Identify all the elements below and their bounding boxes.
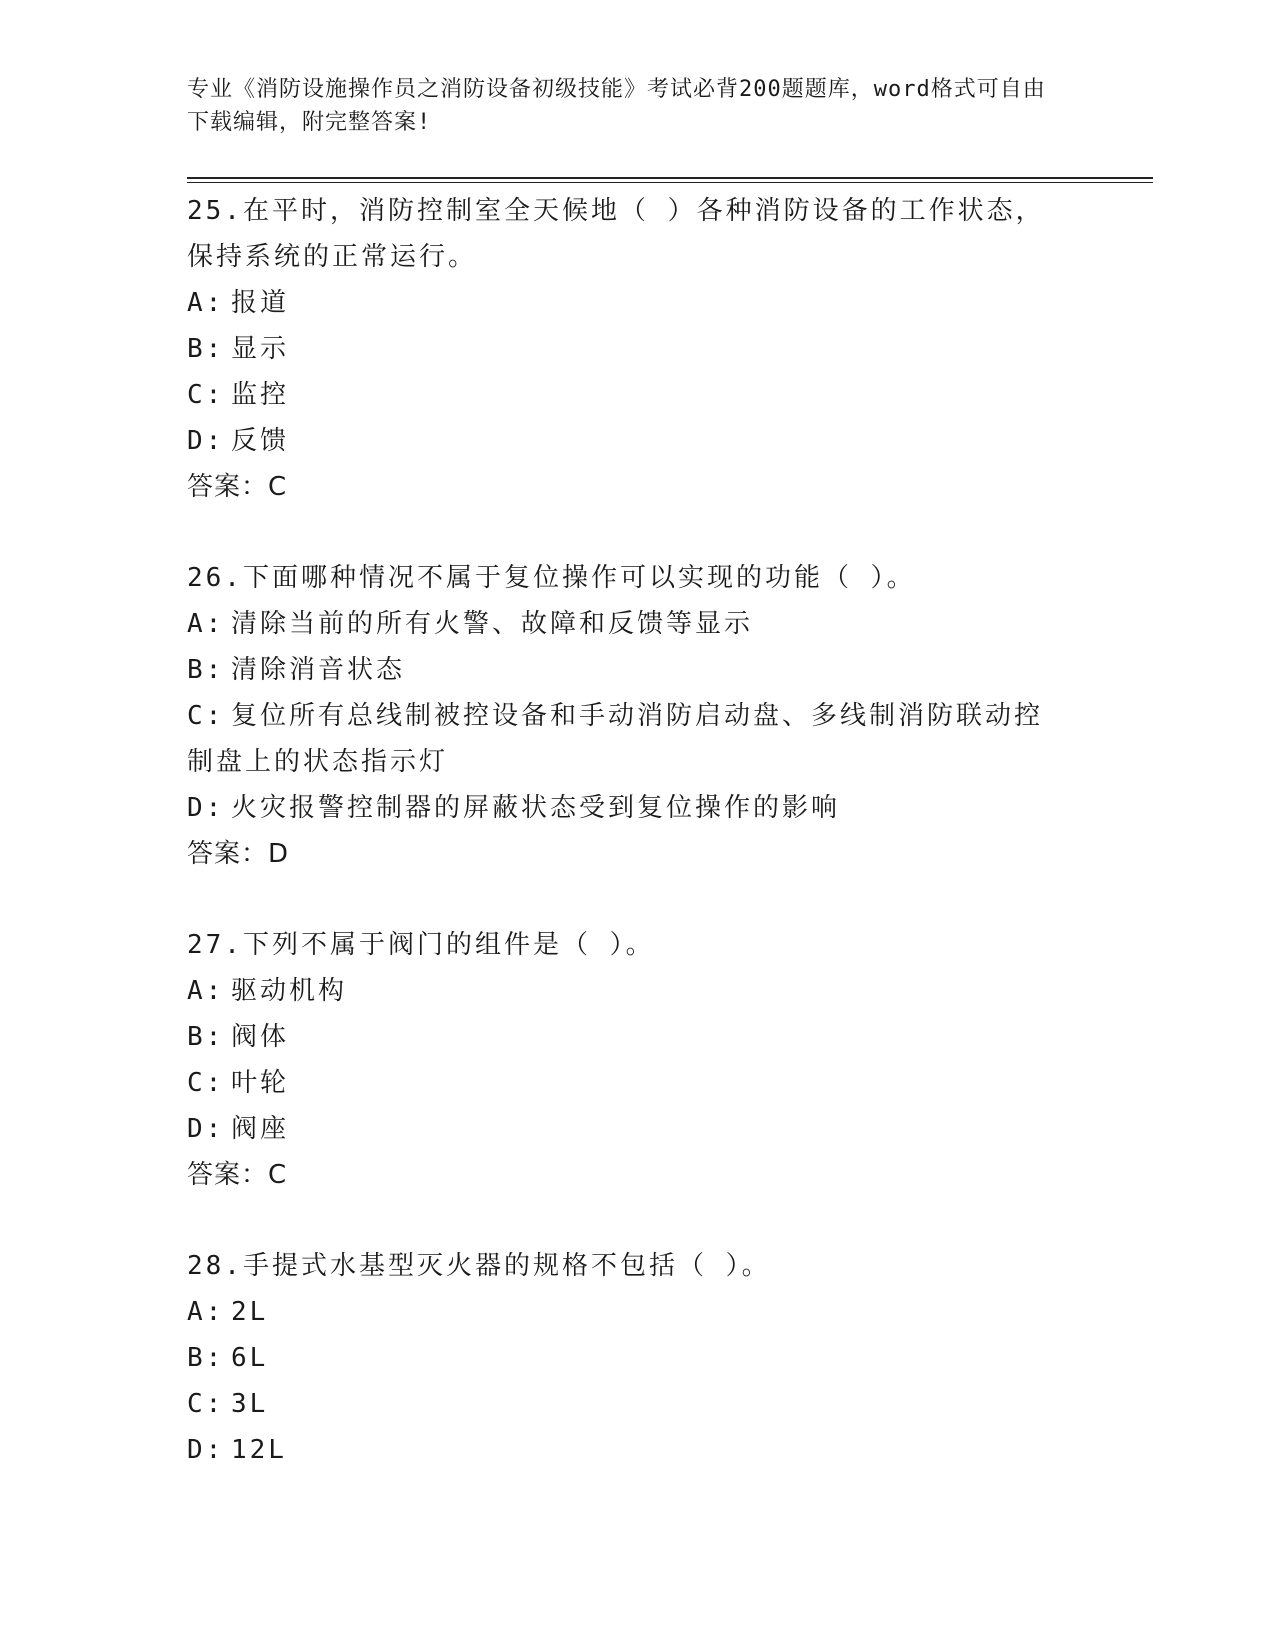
option-text: 火灾报警控制器的屏蔽状态受到复位操作的影响: [231, 793, 841, 823]
option-label: B:: [187, 1022, 225, 1052]
question-gap: [187, 1198, 1087, 1243]
question-stem: 26.下面哪种情况不属于复位操作可以实现的功能（ ）。: [187, 563, 916, 593]
option-label: A:: [187, 1297, 225, 1327]
option-c: [187, 1381, 1087, 1427]
option-label: A:: [187, 609, 225, 639]
header-divider-thin: [187, 182, 1153, 183]
option-b: [187, 326, 1087, 372]
option-label: D:: [187, 426, 225, 456]
question-gap: [187, 510, 1087, 555]
option-text: 叶轮: [231, 1068, 290, 1098]
question-26: [187, 555, 1087, 877]
question-stem: 25.在平时，消防控制室全天候地（ ）各种消防设备的工作状态，保持系统的正常运行。: [187, 196, 1045, 272]
option-text: 2L: [231, 1297, 269, 1327]
option-text: 驱动机构: [231, 976, 348, 1006]
question-stem: 28.手提式水基型灭火器的规格不包括（ ）。: [187, 1251, 771, 1281]
option-text: 阀座: [231, 1114, 290, 1144]
answer: 答案：C: [187, 472, 288, 502]
option-d: [187, 418, 1087, 464]
option-label: B:: [187, 334, 225, 364]
option-a: [187, 601, 1087, 647]
question-stem: 27.下列不属于阀门的组件是（ ）。: [187, 930, 655, 960]
question-25: [187, 188, 1087, 510]
option-label: C:: [187, 701, 225, 731]
option-label: B:: [187, 655, 225, 685]
option-label: A:: [187, 288, 225, 318]
option-a: [187, 1289, 1087, 1335]
option-b: [187, 1335, 1087, 1381]
option-label: A:: [187, 976, 225, 1006]
option-b: [187, 1014, 1087, 1060]
option-text: 清除当前的所有火警、故障和反馈等显示: [231, 609, 754, 639]
option-label: D:: [187, 1435, 225, 1465]
option-d: [187, 1427, 1087, 1473]
question-list: [187, 188, 1087, 1473]
answer: 答案：D: [187, 839, 290, 869]
option-b: [187, 647, 1087, 693]
document-header: 专业《消防设施操作员之消防设备初级技能》考试必背200题题库，word格式可自由下载编辑，附完整答案!: [187, 77, 1046, 135]
option-text: 报道: [231, 288, 290, 318]
option-text: 显示: [231, 334, 290, 364]
option-text: 复位所有总线制被控设备和手动消防启动盘、多线制消防联动控制盘上的状态指示灯: [187, 701, 1044, 777]
option-label: D:: [187, 1114, 225, 1144]
header-divider-thick: [187, 177, 1153, 179]
option-label: B:: [187, 1343, 225, 1373]
option-text: 清除消音状态: [231, 655, 406, 685]
option-text: 12L: [231, 1435, 287, 1465]
option-label: D:: [187, 793, 225, 823]
option-text: 监控: [231, 380, 290, 410]
option-d: [187, 1106, 1087, 1152]
question-27: [187, 922, 1087, 1198]
option-text: 3L: [231, 1389, 269, 1419]
option-text: 阀体: [231, 1022, 290, 1052]
option-a: [187, 968, 1087, 1014]
question-gap: [187, 877, 1087, 922]
option-text: 6L: [231, 1343, 269, 1373]
option-c: [187, 1060, 1087, 1106]
option-d: [187, 785, 1087, 831]
option-a: [187, 280, 1087, 326]
option-label: C:: [187, 380, 225, 410]
option-c: [187, 693, 1067, 785]
option-c: [187, 372, 1087, 418]
option-label: C:: [187, 1389, 225, 1419]
option-label: C:: [187, 1068, 225, 1098]
option-text: 反馈: [231, 426, 290, 456]
question-28: [187, 1243, 1087, 1473]
answer: 答案：C: [187, 1160, 288, 1190]
